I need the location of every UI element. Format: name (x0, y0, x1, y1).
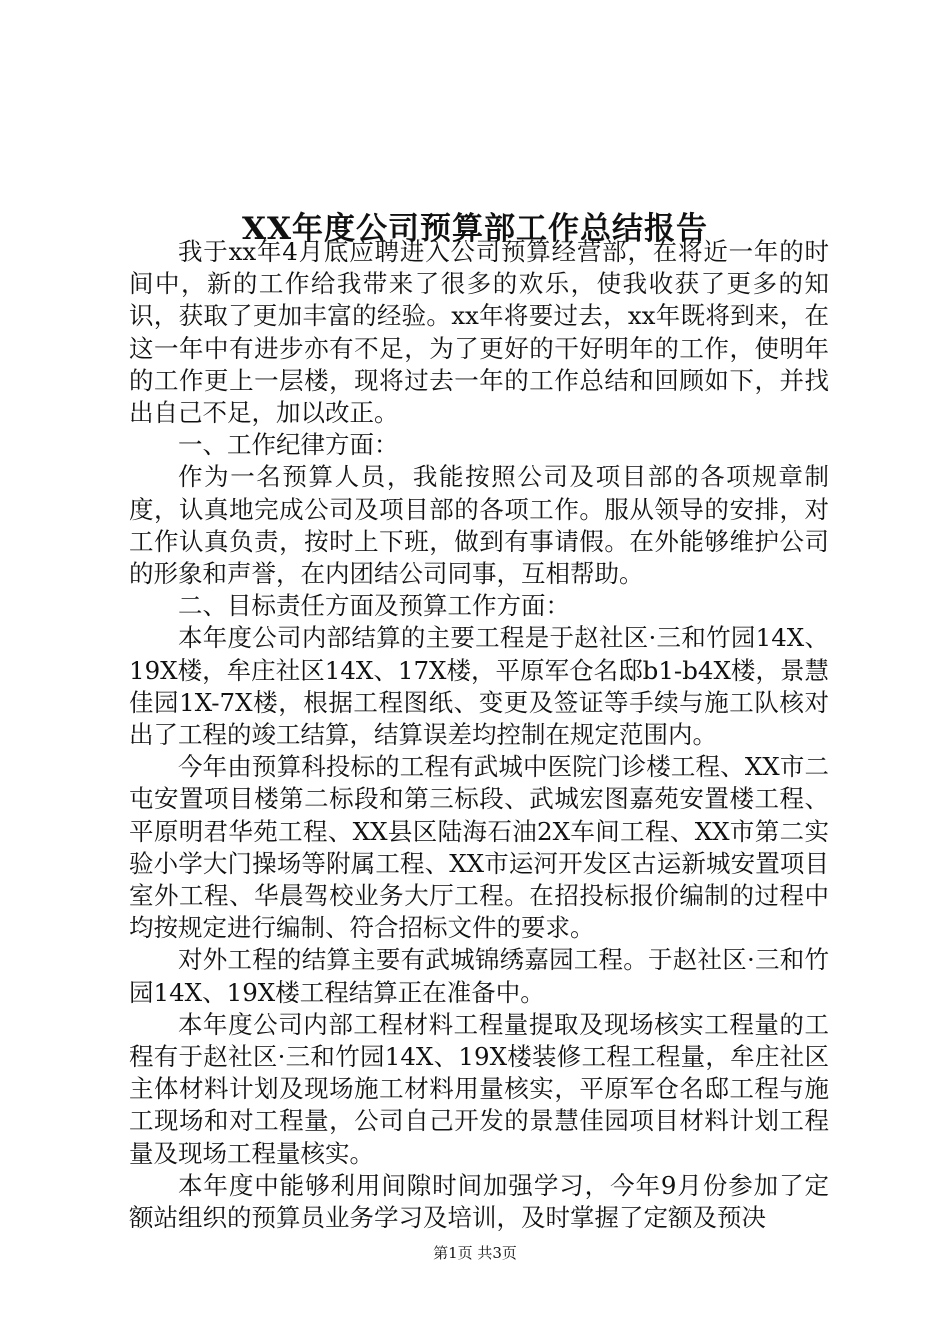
document-title: XX年度公司预算部工作总结报告 (241, 210, 709, 247)
paragraph-external-settlement: 对外工程的结算主要有武城锦绣嘉园工程。于赵社区·三和竹园14X、19X楼工程结算正在准备中。 (129, 945, 829, 1007)
section-heading-targets: 二、目标责任方面及预算工作方面： (178, 591, 570, 621)
paragraph-quantity-verification: 本年度公司内部工程材料工程量提取及现场核实工程量的工程有于赵社区·三和竹园14X、19X楼装修工程工程量，牟庄社区主体材料计划及现场施工材料用量核实，平原军仓名邸工程与施工现场和对工程量，公司自己开发的景慧佳园项目材料计划工程量及现场工程量核实。 (129, 1009, 829, 1168)
page-footer: 第1页 共3页 (433, 1244, 517, 1262)
document-body (129, 236, 829, 1234)
paragraph-intro: 我于xx年4月底应聘进入公司预算经营部，在将近一年的时间中，新的工作给我带来了很多的欢乐，使我收获了更多的知识，获取了更加丰富的经验。xx年将要过去，xx年既将到来，在这一年中有进步亦有不足，为了更好的干好明年的工作，使明年的工作更上一层楼，现将过去一年的工作总结和回顾如下，并找出自己不足，加以改正。 (129, 237, 829, 428)
section-heading-discipline: 一、工作纪律方面： (178, 430, 399, 460)
paragraph-discipline: 作为一名预算人员，我能按照公司及项目部的各项规章制度，认真地完成公司及项目部的各项工作。服从领导的安排，对工作认真负责，按时上下班，做到有事请假。在外能够维护公司的形象和声誉，在内团结公司同事，互相帮助。 (129, 462, 829, 589)
paragraph-training: 本年度中能够利用间隙时间加强学习，今年9月份参加了定额站组织的预算员业务学习及培训，及时掌握了定额及预决 (129, 1170, 829, 1233)
paragraph-internal-settlement: 本年度公司内部结算的主要工程是于赵社区·三和竹园14X、19X楼，牟庄社区14X、17X楼，平原军仓名邸b1-b4X楼，景慧佳园1X-7X楼，根据工程图纸、变更及签证等手续与施工队核对出了工程的竣工结算，结算误差均控制在规定范围内。 (129, 623, 829, 750)
paragraph-bidding: 今年由预算科投标的工程有武城中医院门诊楼工程、XX市二屯安置项目楼第二标段和第三标段、武城宏图嘉苑安置楼工程、平原明君华苑工程、XX县区陆海石油2X车间工程、XX市第二实验小学大门操场等附属工程、XX市运河开发区古运新城安置项目室外工程、华晨驾校业务大厅工程。在招投标报价编制的过程中均按规定进行编制、符合招标文件的要求。 (129, 752, 829, 943)
